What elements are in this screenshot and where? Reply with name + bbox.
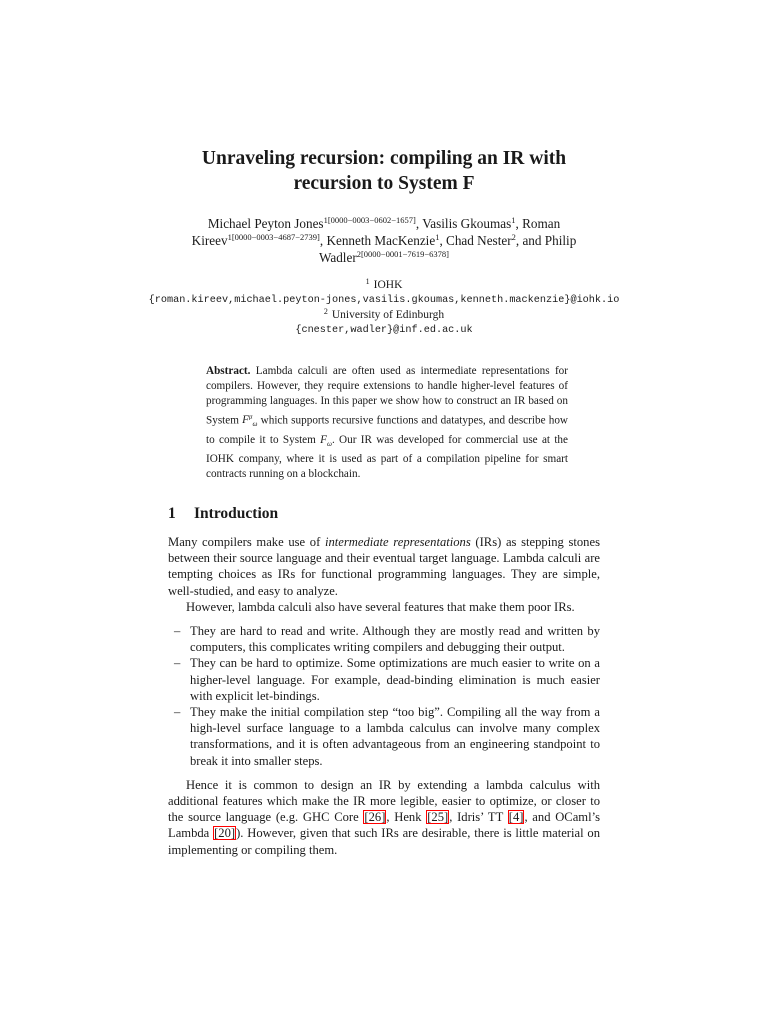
abstract-text: Lambda calculi are often used as intermediate representations for compilers. However, they require extensions to handle higher-level features of programming languages. In this paper we show how to construct an IR based on System (206, 365, 568, 427)
list-item-text: They are hard to read and write. Although they are mostly read and written by computers, this complicates writing compilers and debugging their output. (190, 624, 600, 655)
section-title: Introduction (194, 505, 279, 522)
author-affiliation-mark: 1[0000−0003−4687−2739] (227, 232, 320, 242)
author-affiliation-mark: 2[0000−0001−7619−6378] (356, 249, 450, 259)
introduction-body (168, 534, 600, 858)
emphasis-text: intermediate representations (324, 535, 471, 549)
list-item-text: They can be hard to optimize. Some optimizations are much easier to write on a higher-level language. For example, dead-binding elimination is much easier with explicit let-bindings. (190, 656, 600, 703)
paper-title (120, 146, 648, 196)
abstract-text: . Our IR was developed for commercial use at the IOHK company, where it is used as part of a compilation pipeline for smart contracts running on a blockchain. (206, 433, 568, 481)
paragraph-text: , Idris’ TT (449, 810, 508, 825)
system-f-subscript: ω (327, 440, 332, 449)
author-name: , Chad Nester (439, 233, 512, 248)
paragraph-text: , and OCaml’s Lambda (168, 810, 600, 841)
title-line-2: recursion to System F (293, 173, 475, 194)
paragraph-text: ). However, given that such IRs are desirable, there is little material on implementing or compiling them. (168, 826, 600, 857)
system-f-symbol (242, 412, 258, 429)
abstract (206, 364, 568, 483)
paragraph-text: Many compilers make use of (168, 535, 325, 549)
bullet-dash: – (174, 656, 181, 671)
paragraph: However, lambda calculi also have several features that make them poor IRs. (186, 599, 575, 614)
paragraph (168, 777, 600, 858)
paragraph-text: , Henk (386, 810, 427, 825)
affiliation-1 (60, 278, 708, 293)
bullet-list (168, 623, 600, 769)
system-f-symbol (320, 433, 332, 449)
paragraph (168, 534, 600, 599)
citation-link[interactable]: [20] (214, 826, 236, 841)
author-name: Michael Peyton Jones (207, 216, 324, 231)
bullet-dash: – (174, 624, 181, 639)
affiliation-1-emails: {roman.kireev,michael.peyton-jones,vasilis.gkoumas,kenneth.mackenzie}@iohk.io (148, 295, 620, 306)
citation-link[interactable]: [25] (427, 810, 449, 825)
list-item-text: They make the initial compilation step “too big”. Compiling all the way from a high-level surface language to a lambda calculus can involve many complex transformations, and it is often advantageous from an engineering standpoint to break it into smaller steps. (190, 705, 600, 768)
citation-link[interactable]: [4] (508, 810, 524, 825)
author-name: , Vasilis Gkoumas (415, 216, 512, 231)
list-item (168, 704, 600, 769)
title-line-1: Unraveling recursion: compiling an IR with (201, 148, 567, 169)
list-item (168, 623, 600, 655)
affiliation-mark: 1 (365, 277, 370, 286)
system-f-letter: F (242, 414, 249, 427)
author-list (150, 215, 618, 266)
author-affiliation-mark: 2 (511, 232, 516, 242)
author-name: , and Philip Wadler (318, 233, 577, 265)
author-name: , Kenneth MacKenzie (319, 233, 436, 248)
author-affiliation-mark: 1[0000−0003−0602−1657] (323, 215, 416, 225)
section-heading (168, 504, 600, 524)
affiliation-2 (60, 308, 708, 323)
bullet-dash: – (174, 705, 181, 720)
affiliation-mark: 2 (323, 307, 328, 316)
author-affiliation-mark: 1 (435, 232, 440, 242)
paragraph-text: (IRs) as stepping stones between their source language and their eventual target language. Lambda calculi are tempting choices as IRs for functional programming languages. They are simple, well-studied, and easy to analyze. (168, 535, 600, 598)
affiliation-2-emails: {cnester,wadler}@inf.ed.ac.uk (295, 325, 473, 336)
system-f-superscript: μ (248, 412, 253, 421)
section-number: 1 (168, 505, 176, 522)
author-name: , Roman Kireev (191, 216, 561, 248)
affiliation-name: University of Edinburgh (331, 309, 445, 321)
affiliation-name: IOHK (373, 279, 403, 291)
author-affiliation-mark: 1 (511, 215, 516, 225)
abstract-label: Abstract. (206, 365, 251, 377)
abstract-text: which supports recursive functions and datatypes, and describe how to compile it to System (206, 414, 568, 446)
affiliations (60, 278, 708, 338)
system-f-letter: F (320, 433, 327, 446)
system-f-subscript: ω (252, 420, 258, 429)
list-item (168, 655, 600, 704)
citation-link[interactable]: [26] (364, 810, 386, 825)
paragraph-text: Hence it is common to design an IR by extending a lambda calculus with additional features which make the IR more legible, easier to optimize, or closer to the source language (e.g. GHC Core (168, 777, 600, 825)
